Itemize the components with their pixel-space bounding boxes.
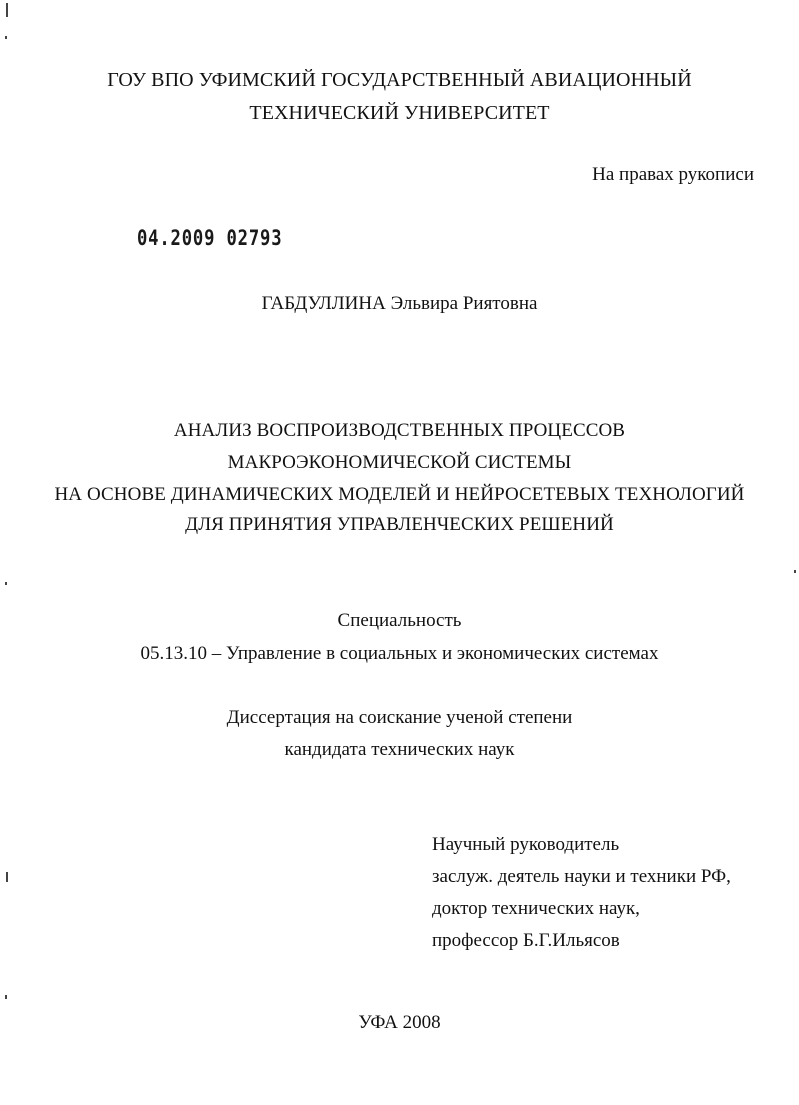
archive-stamp-number: 04.2009 02793: [137, 226, 283, 250]
supervisor-title-line2: доктор технических наук,: [432, 898, 640, 919]
dissertation-title-line2: МАКРОЭКОНОМИЧЕСКОЙ СИСТЕМЫ: [227, 452, 572, 473]
degree-line2: кандидата технических наук: [284, 739, 515, 760]
supervisor-name: профессор Б.Г.Ильясов: [432, 930, 620, 951]
scan-mark: [5, 36, 7, 39]
supervisor-heading: Научный руководитель: [432, 834, 620, 855]
manuscript-note: На правах рукописи: [592, 164, 754, 185]
supervisor-title-line1: заслуж. деятель науки и техники РФ,: [432, 866, 731, 887]
specialty-code: 05.13.10 – Управление в социальных и экономических системах: [140, 643, 659, 664]
dissertation-title-line1: АНАЛИЗ ВОСПРОИЗВОДСТВЕННЫХ ПРОЦЕССОВ: [173, 420, 626, 441]
dissertation-title-line3: НА ОСНОВЕ ДИНАМИЧЕСКИХ МОДЕЛЕЙ И НЕЙРОСЕТЕВЫХ ТЕХНОЛОГИЙ: [54, 484, 745, 505]
scan-mark: [5, 582, 7, 585]
degree-line1: Диссертация на соискание ученой степени: [226, 707, 573, 728]
author-name: ГАБДУЛЛИНА Эльвира Риятовна: [261, 293, 538, 314]
specialty-heading: Специальность: [337, 610, 462, 631]
city-year: УФА 2008: [358, 1012, 441, 1033]
scan-mark: [5, 995, 7, 999]
university-name-line1: ГОУ ВПО УФИМСКИЙ ГОСУДАРСТВЕННЫЙ АВИАЦИОННЫЙ: [107, 69, 692, 91]
dissertation-title-line4: ДЛЯ ПРИНЯТИЯ УПРАВЛЕНЧЕСКИХ РЕШЕНИЙ: [185, 514, 614, 535]
scan-mark: [6, 3, 8, 17]
scan-mark: [6, 872, 8, 882]
scan-mark: [794, 570, 796, 573]
university-name-line2: ТЕХНИЧЕСКИЙ УНИВЕРСИТЕТ: [249, 102, 550, 124]
